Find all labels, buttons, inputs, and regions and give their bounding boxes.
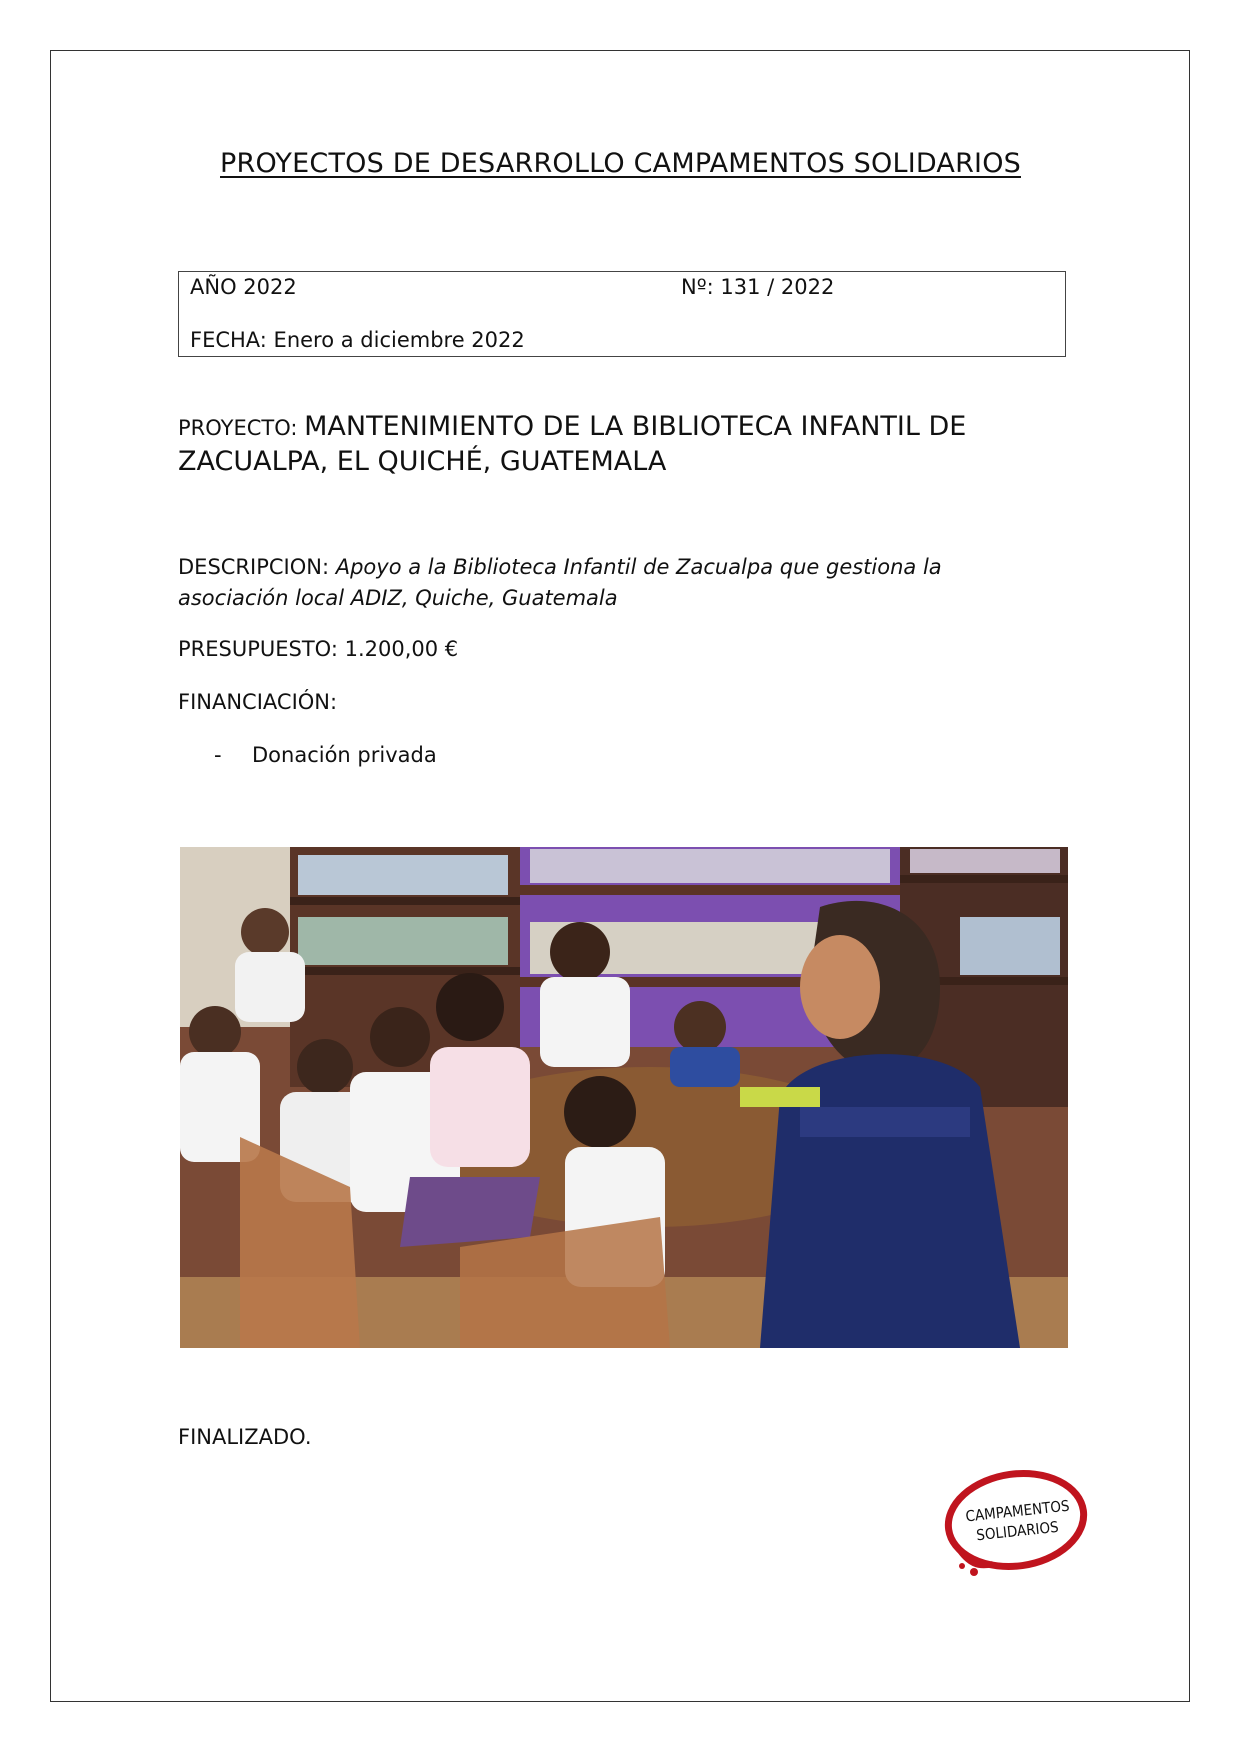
info-box <box>178 271 1066 357</box>
project-number: Nº: 131 / 2022 <box>681 275 835 299</box>
svg-text:SOLIDARIOS: SOLIDARIOS <box>975 1517 1060 1545</box>
description-label: DESCRIPCION: <box>178 555 336 579</box>
library-photo <box>180 847 1068 1348</box>
project-name: MANTENIMIENTO DE LA BIBLIOTECA INFANTIL DE ZACUALPA, EL QUICHÉ, GUATEMALA <box>178 411 967 477</box>
funding-item <box>214 743 437 767</box>
description-text: Apoyo a la Biblioteca Infantil de Zacualpa que gestiona la asociación local ADIZ, Quiche, Guatemala <box>178 555 942 610</box>
page-title: PROYECTOS DE DESARROLLO CAMPAMENTOS SOLIDARIOS <box>220 148 1021 179</box>
date-field: FECHA: Enero a diciembre 2022 <box>190 328 525 352</box>
campamentos-solidarios-logo <box>938 1468 1090 1580</box>
year-field: AÑO 2022 <box>190 275 297 299</box>
project-heading <box>178 410 1058 479</box>
description <box>178 552 1058 614</box>
bullet-dash: - <box>214 743 222 767</box>
funding-item-text: Donación privada <box>252 743 437 767</box>
budget: PRESUPUESTO: 1.200,00 € <box>178 637 459 661</box>
status-text: FINALIZADO. <box>178 1425 312 1449</box>
project-label: PROYECTO: <box>178 416 305 440</box>
funding-label: FINANCIACIÓN: <box>178 690 338 714</box>
svg-text:CAMPAMENTOS: CAMPAMENTOS <box>964 1496 1071 1526</box>
